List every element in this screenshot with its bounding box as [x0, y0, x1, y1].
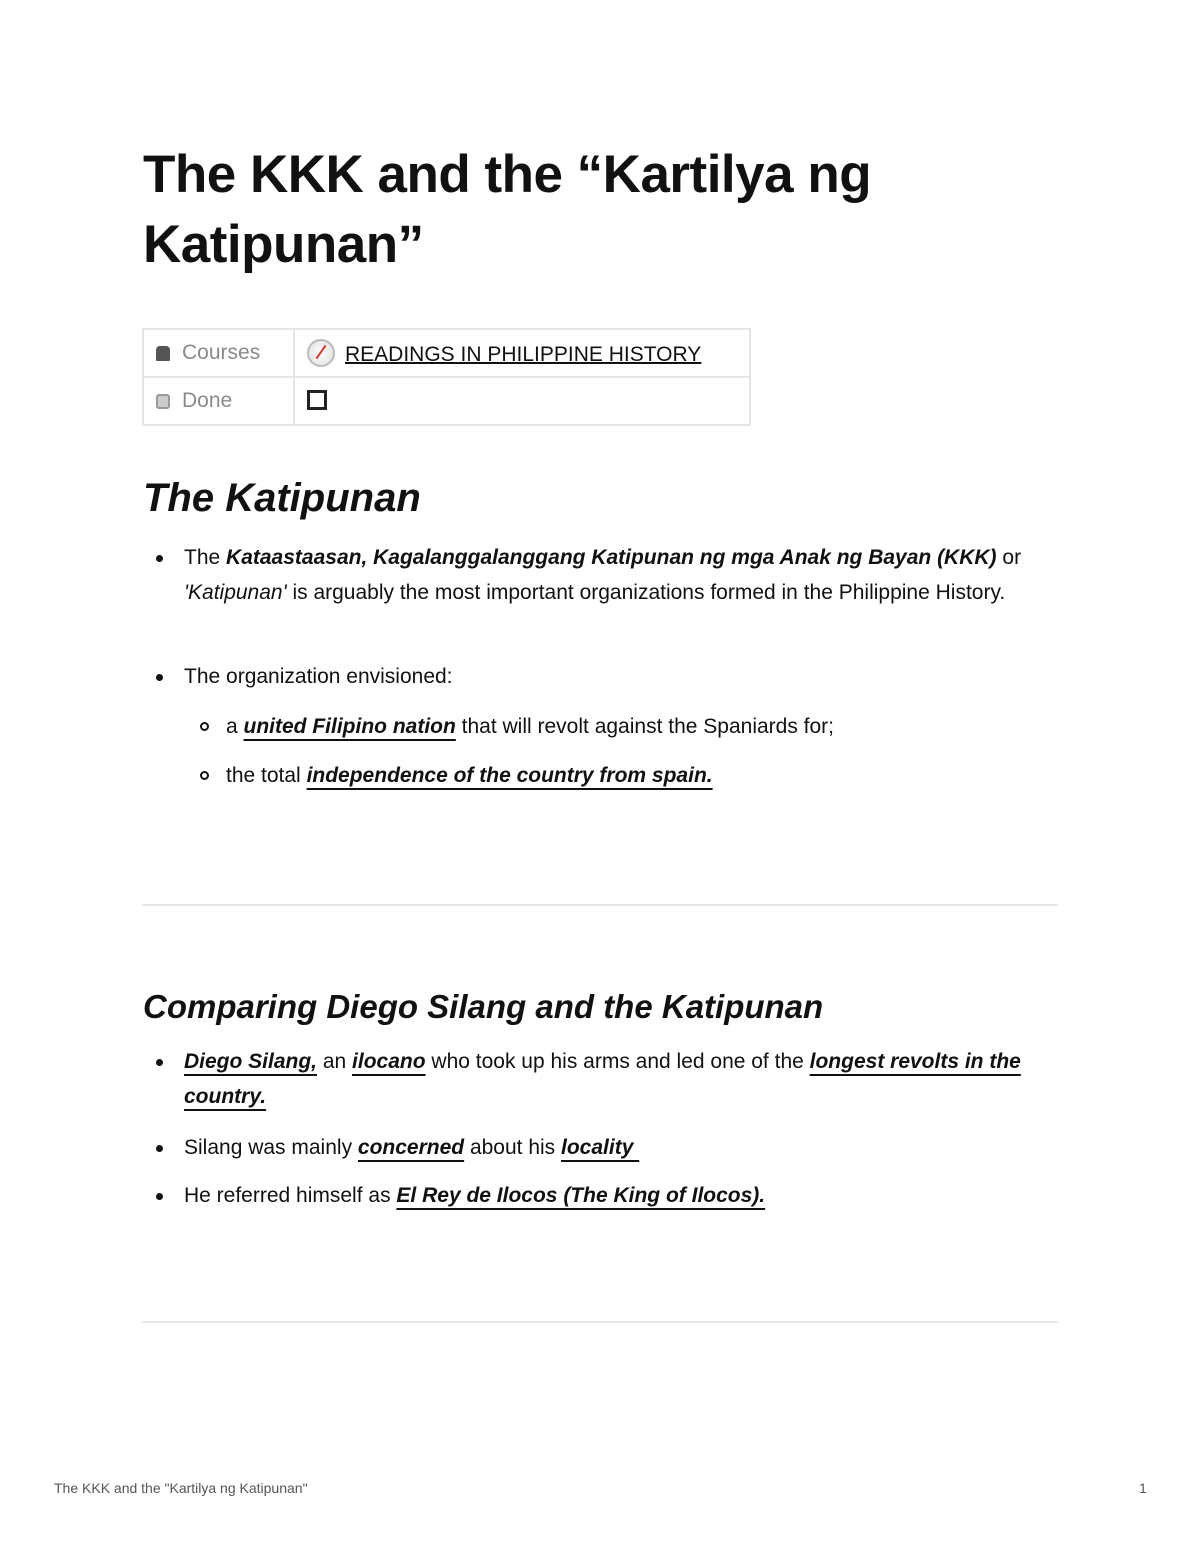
list-item: Silang was mainly concerned about his locality	[184, 1130, 1064, 1165]
page-title: The KKK and the “Kartilya ng Katipunan”	[143, 145, 872, 274]
list-item: Diego Silang, an ilocano who took up his arms and led one of the longest revolts in the country.	[184, 1044, 1024, 1114]
property-label: Done	[182, 389, 233, 412]
hollow-bullet-icon	[200, 771, 209, 780]
hollow-bullet-icon	[200, 722, 209, 731]
list-item: The organization envisioned:	[184, 659, 1064, 694]
page-number: 1	[1139, 1480, 1147, 1496]
database-icon	[156, 346, 170, 361]
divider	[142, 1321, 1058, 1323]
bullet-icon	[156, 555, 163, 562]
checkbox-property-icon	[156, 394, 170, 409]
list-item: He referred himself as El Rey de Ilocos (The King of Ilocos).	[184, 1178, 1064, 1213]
bullet-icon	[156, 674, 163, 681]
section-heading: Comparing Diego Silang and the Katipunan	[143, 988, 824, 1025]
list-item: the total independence of the country from spain.	[226, 758, 1106, 793]
property-label: Courses	[182, 341, 261, 364]
compass-icon	[307, 339, 335, 367]
properties-table	[142, 328, 751, 426]
list-item: The Kataastaasan, Kagalanggalanggang Katipunan ng mga Anak ng Bayan (KKK) or 'Katipunan' is arguably the most important organizations formed in the Philippine History.	[184, 540, 1064, 610]
bullet-icon	[156, 1193, 163, 1200]
done-checkbox[interactable]	[307, 390, 327, 410]
bullet-icon	[156, 1145, 163, 1152]
bullet-icon	[156, 1059, 163, 1066]
property-row-done	[143, 377, 750, 425]
footer-title: The KKK and the "Kartilya ng Katipunan"	[54, 1480, 308, 1496]
divider	[142, 904, 1058, 906]
course-link[interactable]: READINGS IN PHILIPPINE HISTORY	[345, 343, 702, 366]
section-heading: The Katipunan	[143, 476, 421, 520]
list-item: a united Filipino nation that will revolt against the Spaniards for;	[226, 709, 1106, 744]
property-row-courses	[143, 329, 750, 377]
